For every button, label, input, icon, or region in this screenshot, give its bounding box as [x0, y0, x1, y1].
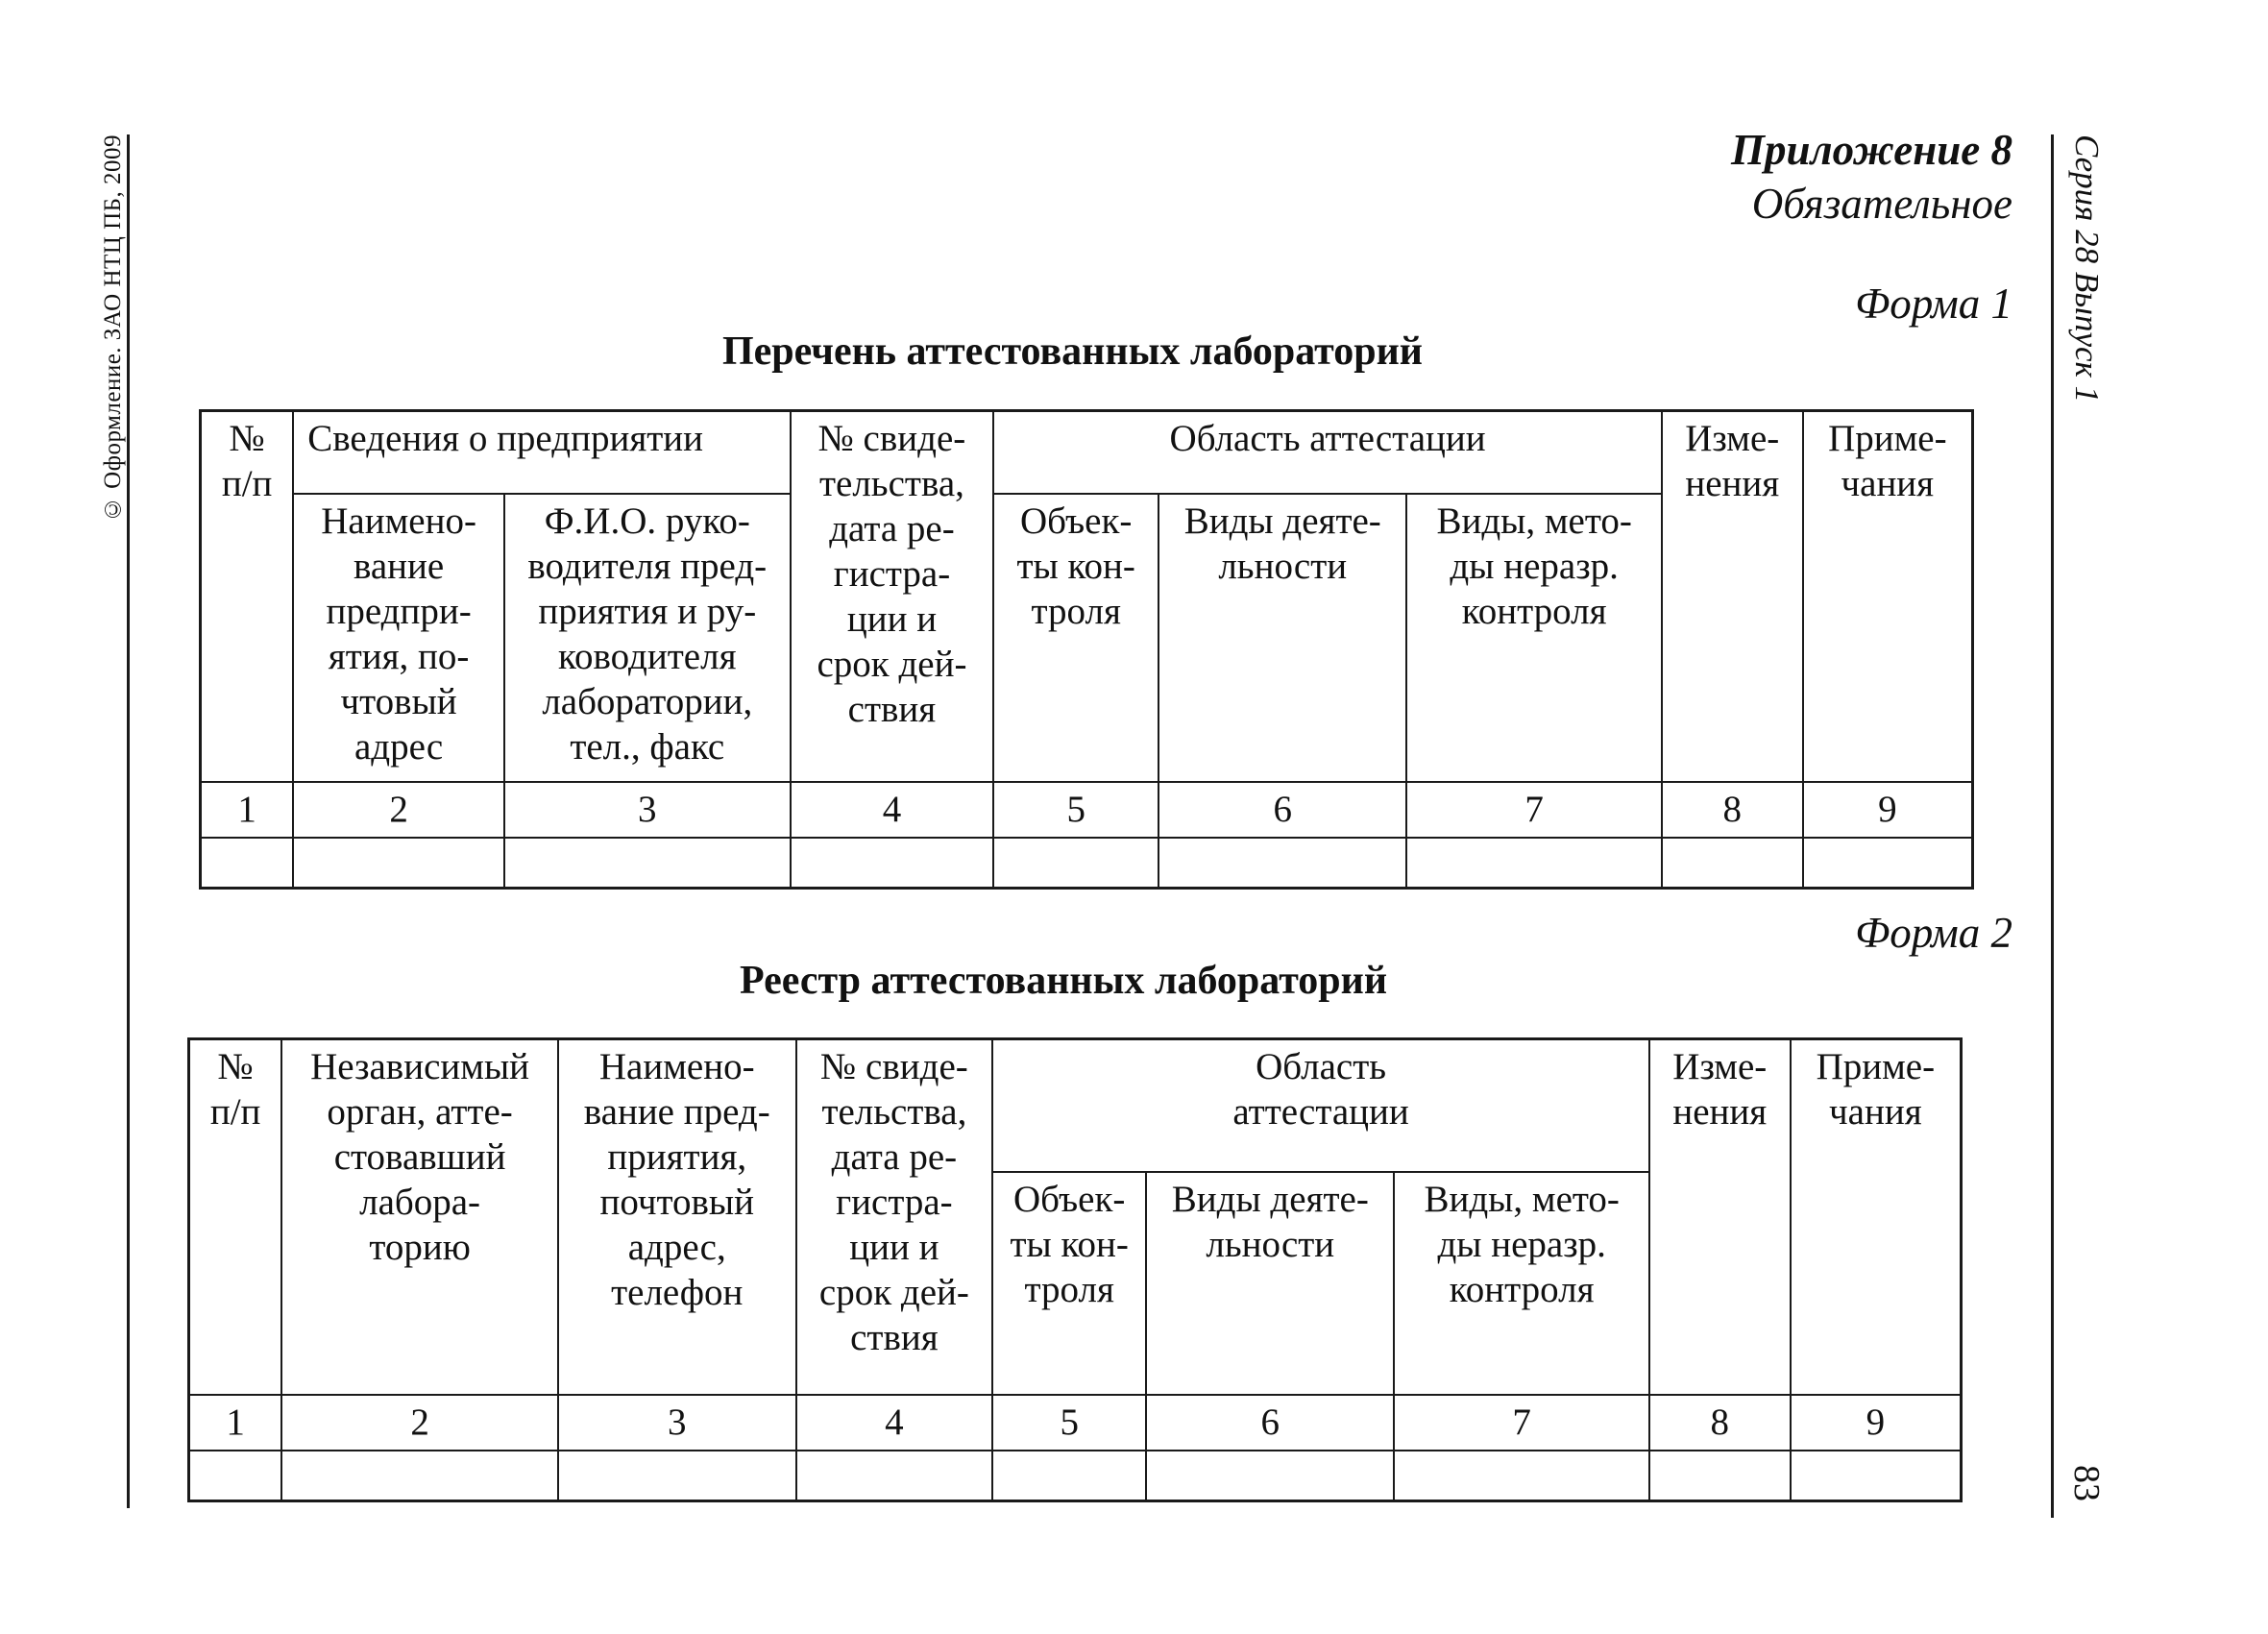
appendix-subtitle: Обязательное [1751, 180, 2012, 228]
empty-cell [1406, 838, 1661, 889]
form1-title: Перечень аттестованных лабораторий [722, 329, 1423, 374]
empty-cell [791, 838, 994, 889]
header-methods: Виды, мето- ды неразр. контроля [1394, 1172, 1648, 1395]
empty-cell [1146, 1451, 1394, 1501]
column-number: 7 [1394, 1395, 1648, 1451]
column-number: 3 [558, 1395, 796, 1451]
appendix-title: Приложение 8 [1731, 126, 2012, 174]
column-number-row [201, 782, 1973, 838]
header-changes: Изме- нения [1649, 1039, 1791, 1395]
header-objects: Объек- ты кон- троля [992, 1172, 1146, 1395]
column-number: 9 [1803, 782, 1973, 838]
copyright-note: © Оформление. ЗАО НТЦ ПБ, 2009 [100, 134, 126, 523]
column-number: 8 [1662, 782, 1803, 838]
page-number: 83 [2066, 1465, 2107, 1501]
empty-cell [189, 1451, 282, 1501]
header-company-info: Сведения о предприятии [293, 411, 790, 494]
column-number: 4 [791, 782, 994, 838]
empty-cell [993, 838, 1158, 889]
column-number: 8 [1649, 1395, 1791, 1451]
column-number: 2 [293, 782, 504, 838]
appendix-heading [1731, 123, 2012, 231]
column-number: 7 [1406, 782, 1661, 838]
header-notes: Приме- чания [1791, 1039, 1962, 1395]
empty-entry-row [189, 1451, 1962, 1501]
empty-cell [1649, 1451, 1791, 1501]
column-number: 5 [992, 1395, 1146, 1451]
empty-cell [281, 1451, 558, 1501]
form1-label: Форма 1 [1855, 280, 2012, 328]
form2-table [187, 1037, 1963, 1502]
column-number: 9 [1791, 1395, 1962, 1451]
empty-entry-row [201, 838, 1973, 889]
header-activities: Виды деяте- льности [1158, 494, 1406, 782]
header-num: № п/п [189, 1039, 282, 1395]
series-issue-note: Серия 28 Выпуск 1 [2068, 134, 2106, 403]
form1-table [199, 409, 1974, 890]
column-number: 4 [796, 1395, 993, 1451]
header-methods: Виды, мето- ды неразр. контроля [1406, 494, 1661, 782]
header-scope: Область аттестации [992, 1039, 1649, 1172]
right-margin-rule [2051, 134, 2054, 1518]
header-objects: Объек- ты кон- троля [993, 494, 1158, 782]
empty-cell [1791, 1451, 1962, 1501]
header-changes: Изме- нения [1662, 411, 1803, 782]
header-activities: Виды деяте- льности [1146, 1172, 1394, 1395]
empty-cell [1158, 838, 1406, 889]
header-company-name: Наимено- вание предпри- ятия, по- чтовый адрес [293, 494, 504, 782]
column-number: 3 [504, 782, 791, 838]
empty-cell [992, 1451, 1146, 1501]
column-number-row [189, 1395, 1962, 1451]
empty-cell [1394, 1451, 1648, 1501]
column-number: 5 [993, 782, 1158, 838]
header-heads: Ф.И.О. руко- водителя пред- приятия и ру- ководителя лаборатории, тел., факс [504, 494, 791, 782]
header-certificate: № свиде- тельства, дата ре- гистра- ции и срок дей- ствия [796, 1039, 993, 1395]
empty-cell [558, 1451, 796, 1501]
form2-title: Реестр аттестованных лабораторий [740, 959, 1388, 1003]
empty-cell [796, 1451, 993, 1501]
empty-cell [1662, 838, 1803, 889]
empty-cell [293, 838, 504, 889]
header-notes: Приме- чания [1803, 411, 1973, 782]
header-authority: Независимый орган, атте- стовавший лабора- торию [281, 1039, 558, 1395]
column-number: 2 [281, 1395, 558, 1451]
column-number: 6 [1158, 782, 1406, 838]
header-num: № п/п [201, 411, 294, 782]
empty-cell [1803, 838, 1973, 889]
column-number: 1 [201, 782, 294, 838]
empty-cell [201, 838, 294, 889]
column-number: 1 [189, 1395, 282, 1451]
header-certificate: № свиде- тельства, дата ре- гистра- ции и срок дей- ствия [791, 411, 994, 782]
left-margin-rule [127, 134, 130, 1508]
empty-cell [504, 838, 791, 889]
header-scope: Область аттестации [993, 411, 1662, 494]
column-number: 6 [1146, 1395, 1394, 1451]
header-company: Наимено- вание пред- приятия, почтовый адрес, телефон [558, 1039, 796, 1395]
form2-label: Форма 2 [1855, 909, 2012, 957]
